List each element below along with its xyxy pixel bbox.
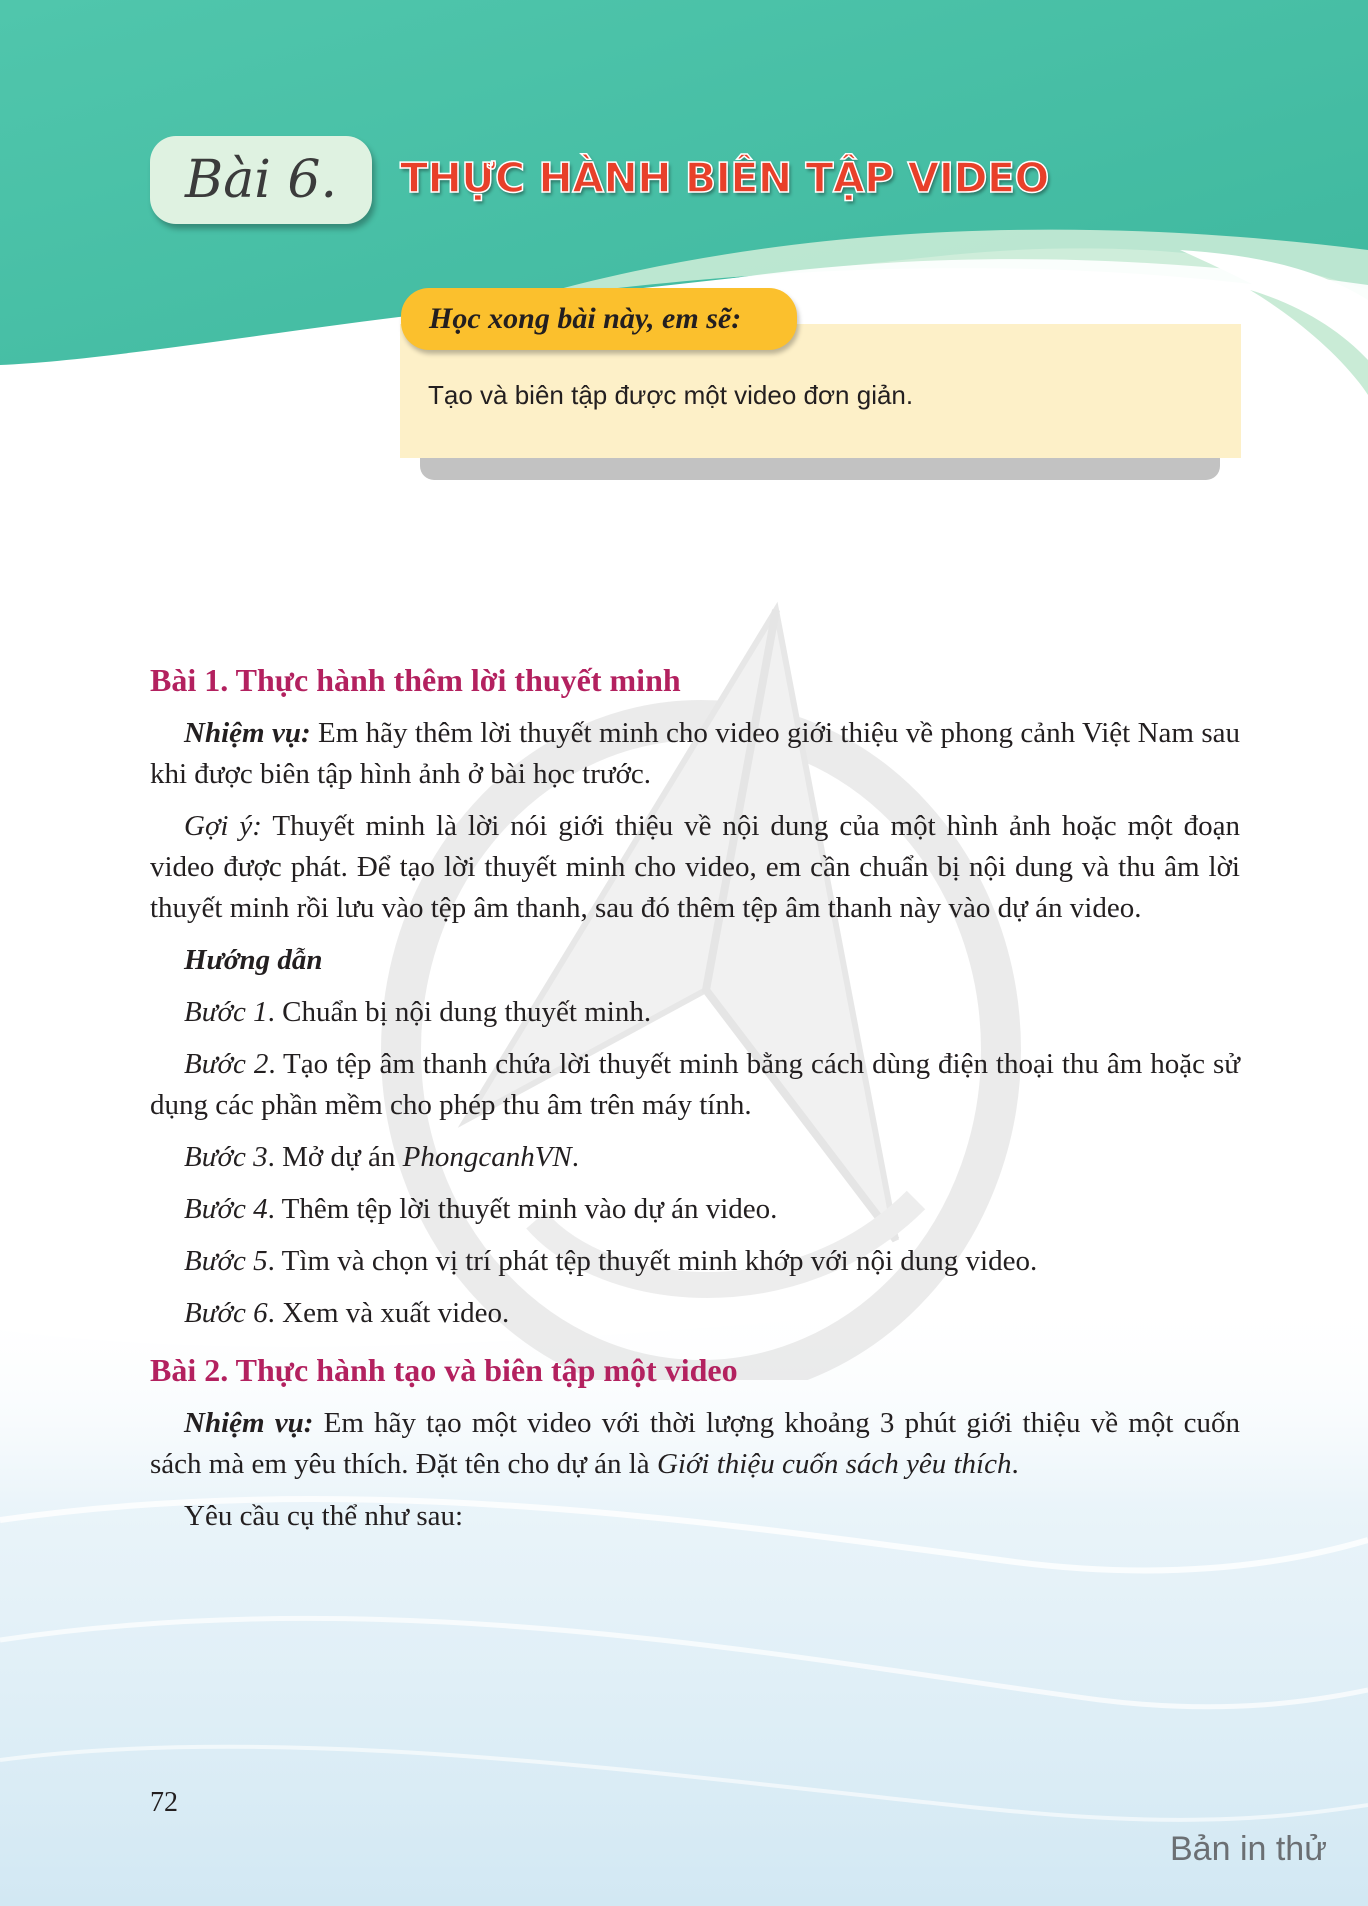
step-4 [150, 1189, 1240, 1230]
step-text: . Mở dự án [267, 1141, 403, 1173]
step-label: Bước 4 [184, 1193, 268, 1225]
project-name: PhongcanhVN [402, 1141, 572, 1173]
lesson-number-badge: Bài 6. [150, 136, 372, 224]
lesson-content [150, 650, 1240, 1548]
lesson-title: THỰC HÀNH BIÊN TẬP VIDEO [400, 154, 1049, 202]
step-label: Bước 6 [184, 1297, 268, 1329]
step-text: . Thêm tệp lời thuyết minh vào dự án video. [267, 1193, 778, 1225]
step-text: . Chuẩn bị nội dung thuyết minh. [267, 996, 652, 1028]
goal-text: Tạo và biên tập được một video đơn giản. [428, 380, 914, 410]
task-text: Em hãy tạo một video với thời lượng khoảng 3 phút giới thiệu về một cuốn sách mà em yêu thích. Đặt tên cho dự án là [150, 1407, 1240, 1480]
hint-text: Thuyết minh là lời nói giới thiệu về nội dung của một hình ảnh hoặc một đoạn video được phát. Để tạo lời thuyết minh cho video, em cần chuẩn bị nội dung và thu âm lời thuyết minh rồi lưu vào tệp âm thanh, sau đó thêm tệp âm thanh này vào dự án video. [150, 810, 1240, 924]
task-label: Nhiệm vụ: [184, 717, 311, 749]
step-label: Bước 1 [184, 996, 268, 1028]
hint-label: Gợi ý: [184, 810, 262, 842]
step-5 [150, 1241, 1240, 1282]
step-label: Bước 5 [184, 1245, 268, 1277]
page-number: 72 [150, 1787, 178, 1818]
step-label: Bước 3 [184, 1141, 268, 1173]
exercise-2-title: Bài 2. Thực hành tạo và biên tập một video [150, 1352, 738, 1388]
guide-heading: Hướng dẫn [184, 944, 323, 976]
step-text: . Tạo tệp âm thanh chứa lời thuyết minh bằng cách dùng điện thoại thu âm hoặc sử dụng các phần mềm cho phép thu âm trên máy tính. [150, 1048, 1240, 1121]
draft-label: Bản in thử [1170, 1830, 1327, 1868]
exercise-1-title: Bài 1. Thực hành thêm lời thuyết minh [150, 662, 681, 698]
task-end: . [1011, 1448, 1019, 1480]
task-label: Nhiệm vụ: [184, 1407, 314, 1439]
step-6 [150, 1293, 1240, 1334]
exercise-1-task [150, 713, 1240, 795]
step-label: Bước 2 [184, 1048, 269, 1080]
requirements-intro: Yêu cầu cụ thể như sau: [184, 1500, 464, 1532]
project-name: Giới thiệu cuốn sách yêu thích [656, 1448, 1012, 1480]
step-1 [150, 992, 1240, 1033]
step-text: . Xem và xuất video. [267, 1297, 510, 1329]
step-3 [150, 1137, 1240, 1178]
goal-box-shadow [420, 456, 1220, 480]
task-text: Em hãy thêm lời thuyết minh cho video giới thiệu về phong cảnh Việt Nam sau khi được biên tập hình ảnh ở bài học trước. [150, 717, 1240, 790]
exercise-2-task [150, 1403, 1240, 1485]
exercise-1-hint [150, 806, 1240, 929]
step-end: . [571, 1141, 580, 1173]
step-text: . Tìm và chọn vị trí phát tệp thuyết minh khớp với nội dung video. [267, 1245, 1038, 1277]
goal-heading: Học xong bài này, em sẽ: [401, 288, 797, 350]
step-2 [150, 1044, 1240, 1126]
